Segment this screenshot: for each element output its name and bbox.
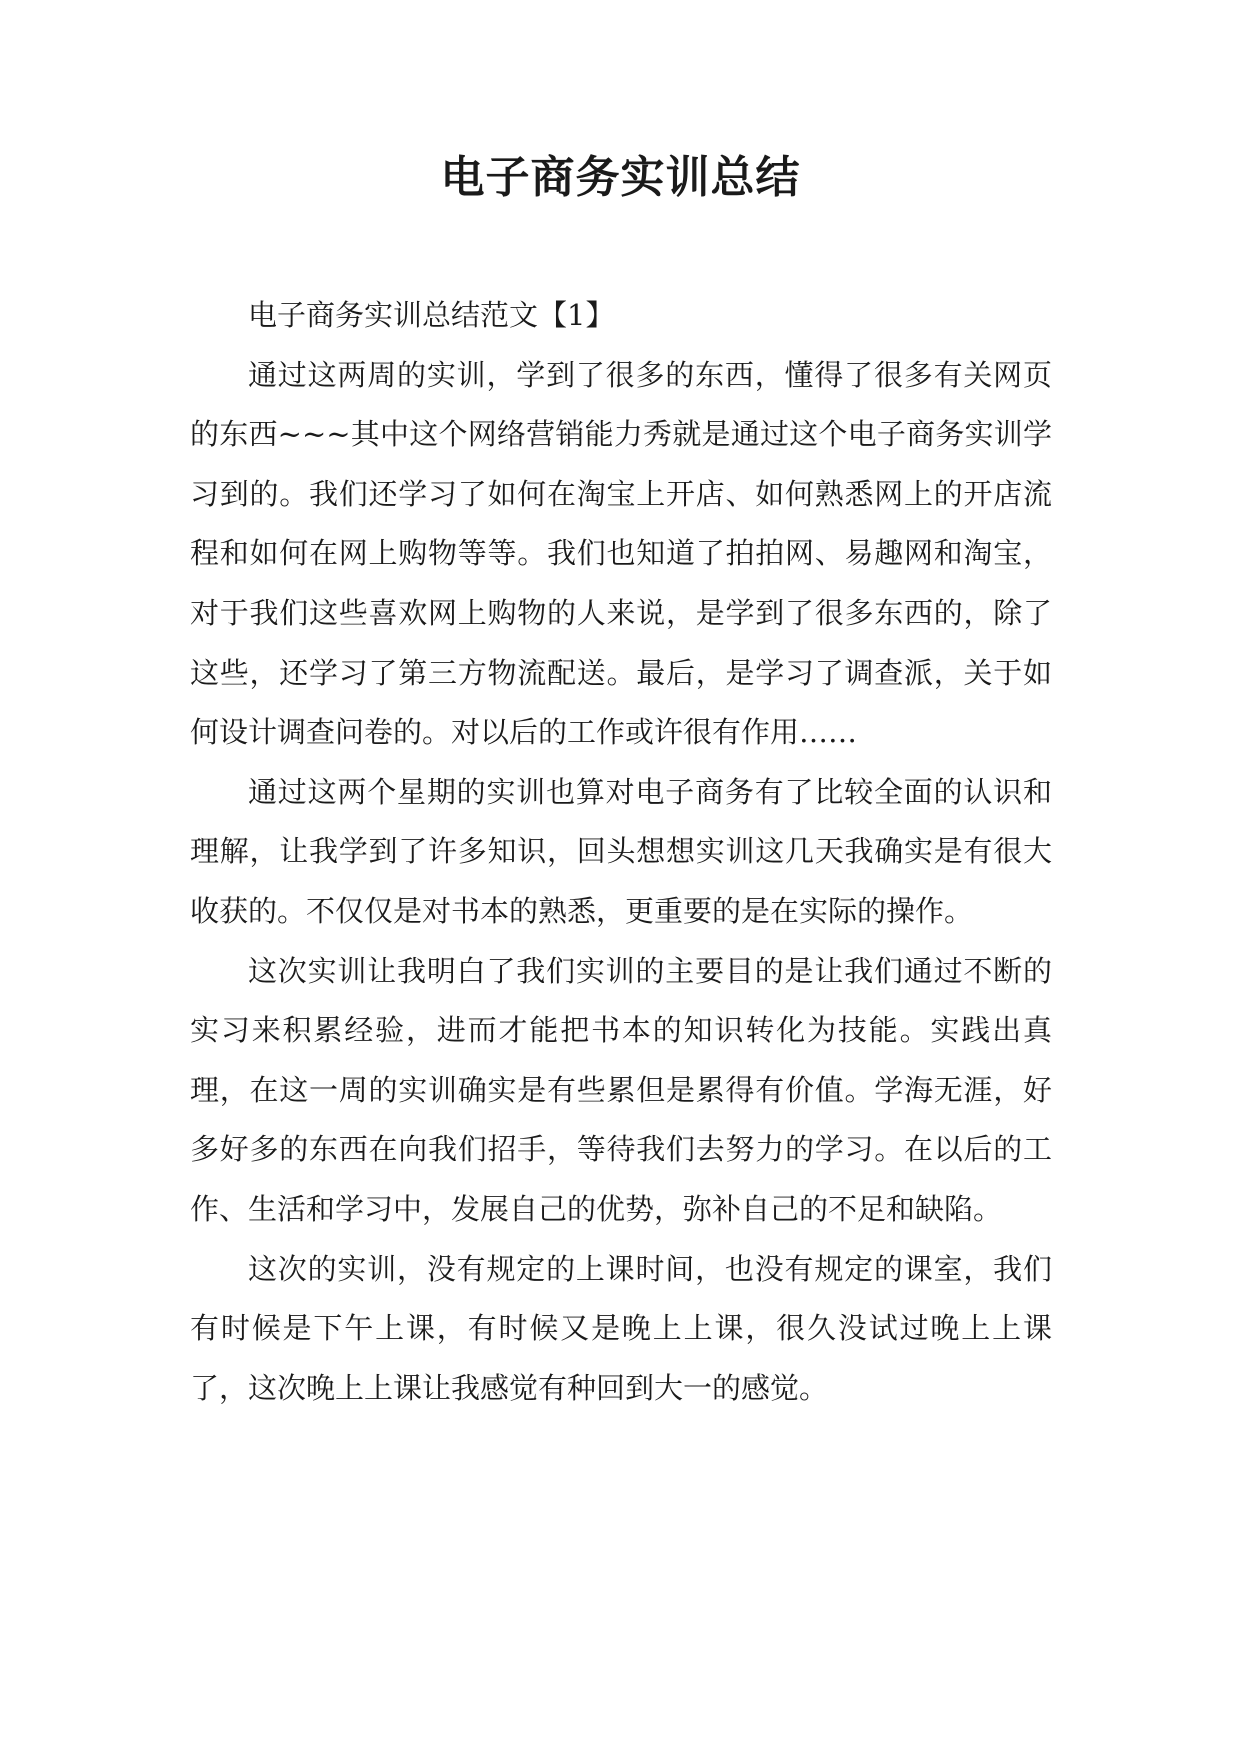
document-body [190, 286, 1052, 1418]
body-paragraph: 通过这两个星期的实训也算对电子商务有了比较全面的认识和理解，让我学到了许多知识，回头想想实训这几天我确实是有很大收获的。不仅仅是对书本的熟悉，更重要的是在实际的操作。 [190, 774, 1052, 928]
subtitle-paragraph: 电子商务实训总结范文【1】 [248, 298, 615, 332]
body-paragraph: 这次实训让我明白了我们实训的主要目的是让我们通过不断的实习来积累经验，进而才能把书本的知识转化为技能。实践出真理，在这一周的实训确实是有些累但是累得有价值。学海无涯，好多好多的东西在向我们招手，等待我们去努力的学习。在以后的工作、生活和学习中，发展自己的优势，弥补自己的不足和缺陷。 [190, 953, 1052, 1226]
body-paragraph: 这次的实训，没有规定的上课时间，也没有规定的课室，我们有时候是下午上课，有时候又是晚上上课，很久没试过晚上上课了，这次晚上上课让我感觉有种回到大一的感觉。 [190, 1251, 1052, 1405]
document-title: 电子商务实训总结 [440, 152, 801, 203]
body-paragraph: 通过这两周的实训，学到了很多的东西，懂得了很多有关网页的东西~~~其中这个网络营销能力秀就是通过这个电子商务实训学习到的。我们还学习了如何在淘宝上开店、如何熟悉网上的开店流程和如何在网上购物等等。我们也知道了拍拍网、易趣网和淘宝，对于我们这些喜欢网上购物的人来说，是学到了很多东西的，除了这些，还学习了第三方物流配送。最后，是学习了调查派，关于如何设计调查问卷的。对以后的工作或许很有作用…… [190, 357, 1052, 750]
